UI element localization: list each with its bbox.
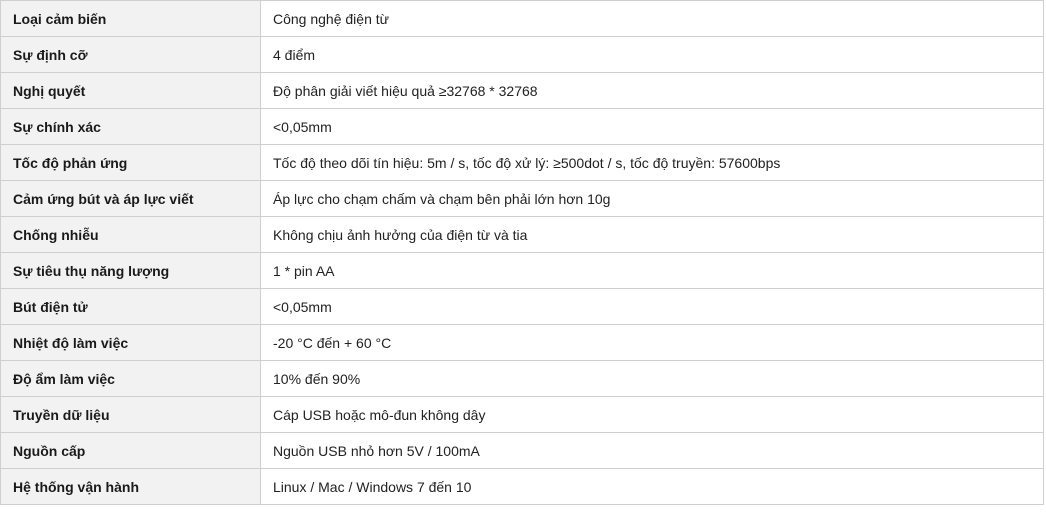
table-row	[1, 145, 1044, 181]
spec-value: Tốc độ theo dõi tín hiệu: 5m / s, tốc độ xử lý: ≥500dot / s, tốc độ truyền: 57600bps	[261, 145, 1044, 181]
spec-label: Nguồn cấp	[1, 433, 261, 469]
spec-label: Tốc độ phản ứng	[1, 145, 261, 181]
table-row	[1, 325, 1044, 361]
table-row	[1, 361, 1044, 397]
table-row	[1, 469, 1044, 505]
spec-value: 10% đến 90%	[261, 361, 1044, 397]
spec-label: Cảm ứng bút và áp lực viết	[1, 181, 261, 217]
table-row	[1, 1, 1044, 37]
table-row	[1, 289, 1044, 325]
spec-value: 1 * pin AA	[261, 253, 1044, 289]
spec-label: Loại cảm biến	[1, 1, 261, 37]
spec-value: -20 °C đến + 60 °C	[261, 325, 1044, 361]
spec-label: Sự định cỡ	[1, 37, 261, 73]
spec-label: Bút điện tử	[1, 289, 261, 325]
table-row	[1, 253, 1044, 289]
spec-value: <0,05mm	[261, 289, 1044, 325]
table-row	[1, 73, 1044, 109]
spec-label: Sự chính xác	[1, 109, 261, 145]
spec-value: Không chịu ảnh hưởng của điện từ và tia	[261, 217, 1044, 253]
spec-value: Công nghệ điện từ	[261, 1, 1044, 37]
table-row	[1, 109, 1044, 145]
spec-value: 4 điểm	[261, 37, 1044, 73]
spec-value: Độ phân giải viết hiệu quả ≥32768 * 32768	[261, 73, 1044, 109]
spec-label: Nghị quyết	[1, 73, 261, 109]
spec-label: Sự tiêu thụ năng lượng	[1, 253, 261, 289]
spec-value: Nguồn USB nhỏ hơn 5V / 100mA	[261, 433, 1044, 469]
table-row	[1, 433, 1044, 469]
spec-label: Chống nhiễu	[1, 217, 261, 253]
table-row	[1, 397, 1044, 433]
spec-label: Hệ thống vận hành	[1, 469, 261, 505]
spec-value: Linux / Mac / Windows 7 đến 10	[261, 469, 1044, 505]
spec-value: Cáp USB hoặc mô-đun không dây	[261, 397, 1044, 433]
table-row	[1, 37, 1044, 73]
spec-value: Áp lực cho chạm chấm và chạm bên phải lớn hơn 10g	[261, 181, 1044, 217]
table-row	[1, 217, 1044, 253]
spec-value: <0,05mm	[261, 109, 1044, 145]
spec-label: Độ ẩm làm việc	[1, 361, 261, 397]
spec-label: Nhiệt độ làm việc	[1, 325, 261, 361]
spec-label: Truyền dữ liệu	[1, 397, 261, 433]
table-row	[1, 181, 1044, 217]
spec-table-body	[1, 1, 1044, 505]
